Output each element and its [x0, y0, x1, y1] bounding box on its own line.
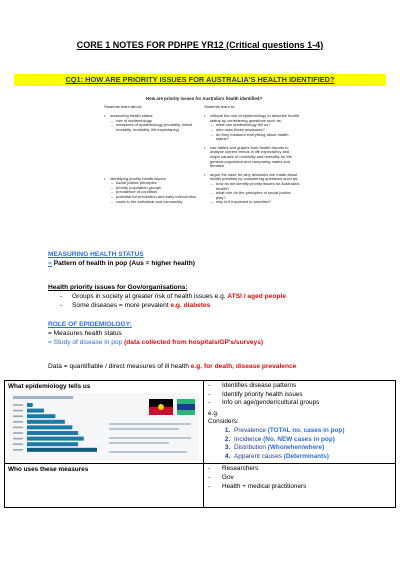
critical-question-heading: CQ1: HOW ARE PRIORITY ISSUES FOR AUSTRALIA'S HEALTH IDENTIFIED? — [14, 74, 386, 86]
about-subitem: – role of epidemiology — [104, 119, 200, 124]
bar — [27, 420, 65, 424]
table-cell-right — [204, 464, 396, 508]
measuring-health-status-line — [48, 259, 388, 268]
notes-table — [4, 380, 396, 508]
text-line — [109, 442, 169, 444]
bar — [27, 403, 33, 407]
category-label — [13, 427, 23, 429]
bar — [27, 425, 72, 429]
text-line — [109, 428, 179, 430]
who-uses-label: Who uses these measures — [8, 466, 89, 474]
category-label — [13, 410, 23, 412]
about-subitem: – measures of epidemiology (mortality, infant mortality, morbidity, life expectancy) — [104, 123, 200, 132]
epidemiology-line-2 — [48, 338, 388, 347]
learn-to-column — [204, 105, 304, 209]
learn-about-column — [104, 105, 204, 209]
measure-name: Distribution — [234, 444, 268, 452]
equals-sign: = — [48, 260, 52, 267]
data-definition-example: e.g. for death, disease prevalence — [190, 363, 297, 370]
chart-header-bar — [13, 396, 73, 399]
list-item: - Info on age/gender/cultural groups — [208, 399, 395, 408]
health-priority-item-1 — [48, 292, 388, 301]
list-item: - Researchers — [208, 465, 395, 474]
health-priority-heading: Health priority issues for Gov/organisations: — [48, 284, 188, 291]
data-definition — [48, 362, 388, 371]
category-label — [13, 421, 23, 423]
epidemiology-heading: ROLE OF EPIDEMIOLOGY: — [48, 321, 132, 328]
list-item — [232, 436, 395, 445]
bar — [27, 448, 97, 452]
measuring-health-status-section — [48, 250, 388, 268]
table-cell-left — [5, 381, 204, 464]
to-subitem: – what role do the principles of social justice play? — [204, 191, 300, 200]
measure-detail: (No. NEW cases in pop) — [263, 435, 335, 443]
measure-detail: (Who/when/where) — [267, 444, 325, 452]
eg-label: e.g. — [208, 409, 219, 417]
considers-label: Considers: — [208, 418, 239, 426]
bar — [27, 414, 55, 418]
population-chart — [9, 393, 199, 461]
text-line — [109, 423, 191, 425]
to-item: • argue the case for why decisions are made about health priorities by considering questions such as: — [204, 173, 300, 182]
flag-icon — [149, 399, 173, 415]
measure-name: Apparent causes — [234, 452, 284, 460]
flag-sun — [158, 404, 164, 410]
learn-to-label: Students learn to: — [204, 103, 236, 109]
bar — [27, 437, 84, 441]
about-subitem: – social justice principles — [104, 181, 200, 186]
list-item — [232, 444, 395, 453]
measure-detail: (Determinants) — [283, 452, 329, 460]
syllabus-excerpt — [104, 97, 304, 209]
bar — [27, 431, 78, 435]
infographic — [9, 393, 199, 461]
data-sources-text: (data collected from hospitals/GP's/surveys) — [124, 339, 264, 346]
to-item: • critique the use of epidemiology to describe health status by considering questions such as: — [204, 114, 300, 123]
about-subitem: – potential for prevention and early intervention — [104, 195, 200, 200]
health-priority-item-2 — [48, 301, 388, 310]
category-label — [13, 432, 23, 434]
study-of-disease-text: = Study of disease in pop — [48, 339, 125, 346]
prevalent-diseases-example: e.g. diabetes — [170, 302, 211, 309]
to-subitem: – how do we identify priority issues for Australia's health? — [204, 182, 300, 191]
measure-name: Prevalence — [234, 426, 268, 434]
measures-list — [204, 427, 395, 463]
bar — [27, 442, 78, 446]
epidemiology-line-1: = Measures health status — [48, 330, 122, 337]
syllabus-heading: How are priority issues for Australia's health identified? — [145, 96, 263, 101]
risk-groups-example: ATSI / aged people — [227, 293, 286, 300]
epidemiology-tells-list — [204, 381, 395, 410]
list-item — [232, 427, 395, 436]
table-cell-right — [204, 381, 396, 464]
text-line — [109, 451, 187, 453]
list-item: - Identifies disease patterns — [208, 382, 395, 391]
category-label — [13, 449, 23, 451]
about-subitem: – priority population groups — [104, 186, 200, 191]
bar — [27, 409, 44, 413]
category-label — [13, 415, 23, 417]
islander-flag-stripe — [177, 404, 195, 410]
category-label — [13, 404, 23, 406]
about-item: • measuring health status — [104, 114, 200, 119]
data-definition-text: Data = quantifiable / direct measures of ill health — [48, 363, 191, 370]
about-item: • identifying priority health issues — [104, 177, 200, 182]
table-row — [5, 464, 396, 508]
measuring-health-status-heading: MEASURING HEALTH STATUS — [48, 251, 144, 258]
list-item: - Health + medical practitioners — [208, 483, 395, 492]
to-item: • use tables and graphs from health reports to analyse current trends in life expectancy and major causes of morbidity and mortality for the general population and comparing males and females — [204, 146, 300, 169]
table-row — [5, 381, 396, 464]
page-title: CORE 1 NOTES FOR PDHPE YR12 (Critical questions 1-4) — [76, 40, 324, 50]
health-priority-section — [48, 283, 388, 310]
measure-detail: (TOTAL no. cases in pop) — [267, 426, 345, 434]
list-item — [232, 453, 395, 462]
learn-about-label: Students learn about: — [104, 103, 143, 109]
to-subitem: – why is it important to prioritise? — [204, 200, 300, 205]
table-cell-left — [5, 464, 204, 508]
category-label — [13, 443, 23, 445]
pattern-of-health-text: Pattern of health in pop (Aus = higher health) — [51, 260, 195, 267]
about-subitem: – costs to the individual and community — [104, 200, 200, 205]
measure-name: Incidence — [234, 435, 264, 443]
category-label — [13, 438, 23, 440]
to-subitem: – who uses these measures? — [204, 128, 300, 133]
risk-groups-text: Groups in society at greater risk of health issues e.g. — [72, 293, 228, 300]
text-line — [109, 437, 191, 439]
epidemiology-tells-label: What epidemiology tells us — [8, 383, 91, 390]
list-item: - Gov — [208, 474, 395, 483]
to-subitem: – what can epidemiology tell us? — [204, 123, 300, 128]
about-subitem: – prevalence of condition — [104, 190, 200, 195]
prevalent-diseases-text: Some diseases = more prevalent — [72, 302, 171, 309]
to-subitem: – do they measure everything about health status? — [204, 133, 300, 142]
who-uses-list — [204, 464, 395, 493]
list-item: - Identify priority health issues — [208, 391, 395, 400]
epidemiology-section — [48, 320, 388, 347]
